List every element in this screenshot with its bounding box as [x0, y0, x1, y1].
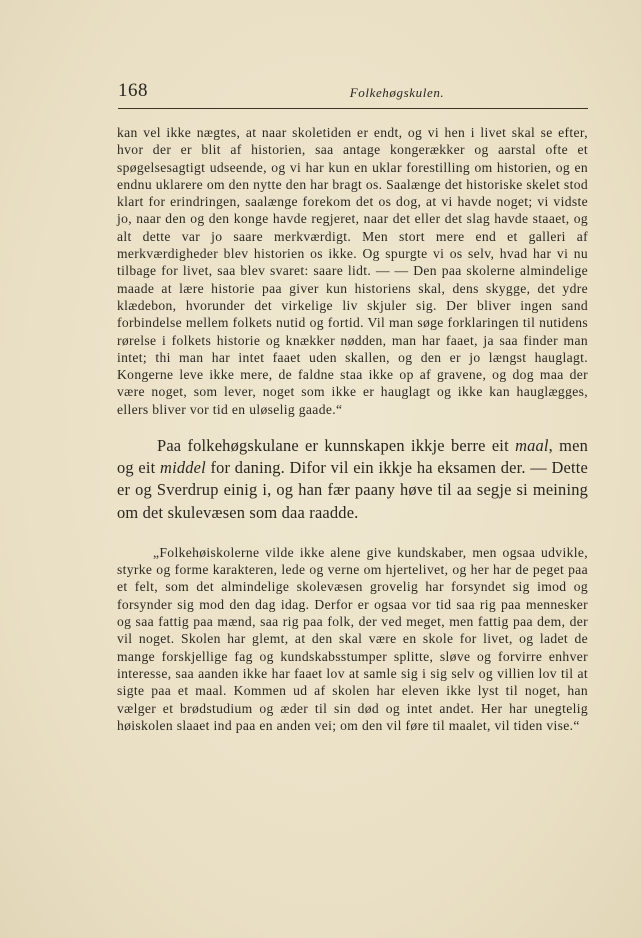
- quoted-passage-1: kan vel ikke nægtes, at naar skoletiden er endt, og vi hen i livet skal se efter, hvor der er blit af historien, saa antage kongerækker og aarstal ofte et spøgelsesagtigt udseende, og vi har kun en uklar forestilling om historien, og en endnu uklarere om den nytte den har bragt os. Saalænge det historiske skelet stod klart for erindringen, saalænge forekom det os dog, at vi havde noget; vi vidste jo, naar den og den konge havde regjeret, naar det eller det slag havde staaet, og alt dette var jo saare merkværdigt. Men stort mere end et galleri af merkværdigheder blev historien os ikke. Og spurgte vi os selv, hvad har vi nu tilbage for livet, saa blev svaret: saare lidt. — — Den paa skolerne almindelige maade at lære historie paa giver kun historiens skal, dens skygge, det ydre klædebon, hvorunder det virkelige liv skjuler sig. Der bliver ingen sand forbindelse mellem folkets nutid og fortid. Vil man søge forklaringen til nutidens rørelse i folkets historie og knækker nødden, man har faaet, ja saa finder man intet; thi man har intet faaet uden skallen, og den er jo længst hauglagt. Kongerne leve ikke mere, de faldne staa ikke op af gravene, og dog maa der være noget, som lever, noget som ikke er hauglagt og ikke kan hauglægges, ellers bliver vor tid en uløselig gaade.“: [117, 125, 588, 417]
- running-title: Folkehøgskulen.: [349, 85, 445, 100]
- main-paragraph-text-3: for daning. Difor vil ein ikkje ha eksamen der. — Dette er og Sverdrup einig i, og han fær paany høve til aa segje si meining om det skulevæsen som daa raadde.: [117, 458, 588, 522]
- emphasis-maal: maal: [515, 436, 549, 456]
- quoted-passage-2: „Folkehøiskolerne vilde ikke alene give kundskaber, men ogsaa udvikle, styrke og forme karakteren, lede og verne om hjertelivet, og her har de peget paa et felt, som det almindelige skolevæsen grovelig har forsyndet sig imod og forsynder sig mod den dag idag. Derfor er ogsaa vor tid saa rig paa mennesker og saa fattig paa mænd, saa rig paa folk, der ved meget, men fattig paa dem, der vil noget. Skolen har glemt, at den skal være en skole for livet, og ladet de mange forskjellige fag og kundskabsstumper splitte, sløve og forvirre enhver interesse, saa aanden ikke har faaet lov at samle sig i sig selv og villien lov til at sigte paa et maal. Kommen ud af skolen har eleven ikke lyst til noget, han vælger et brødstudium og æder til sin død og intet andet. Her har unegtelig høiskolen slaaet ind paa en anden vei; om den vil føre til maalet, vil tiden vise.“: [117, 544, 588, 733]
- header-rule: [118, 108, 588, 109]
- page-number: 168: [118, 80, 148, 101]
- emphasis-middel: middel: [160, 458, 206, 478]
- main-paragraph: [117, 435, 588, 524]
- main-paragraph-text-1: Paa folkehøgskulane er kunnskapen ikkje berre eit: [157, 436, 516, 456]
- main-paragraph-text-2: , men og eit: [117, 436, 589, 478]
- page-body: [117, 124, 588, 734]
- page-header: [118, 80, 586, 106]
